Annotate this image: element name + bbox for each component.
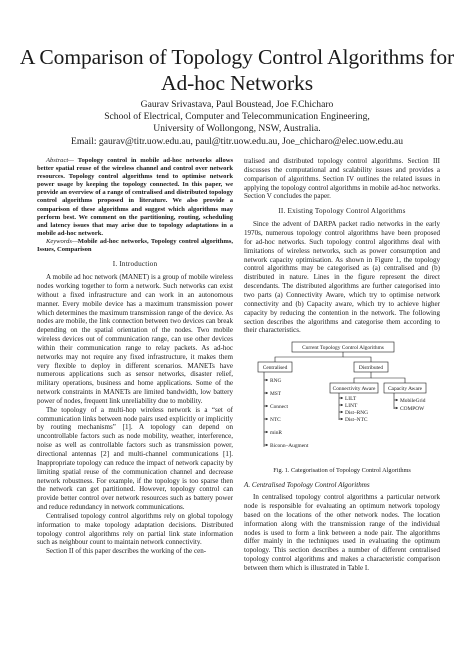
distributed-label: Distributed xyxy=(358,365,384,372)
centralised-arrow-head xyxy=(266,392,268,394)
section-heading-introduction: I. Introduction xyxy=(112,260,158,269)
taxonomy-diagram xyxy=(244,339,440,465)
centralised-arrow-head xyxy=(266,418,268,420)
centralised-arrow-head xyxy=(266,379,268,381)
connectivity-aware-label: Connectivity Aware xyxy=(332,386,376,393)
right-paragraph-1: tralised and distributed topology control algorithms. Section III discusses the computational and scalability issues and provides a comparison of algorithms. Section IV outlines the related issues in applying the topology control algorithms in mobile ad-hoc networks. Section V concludes the paper. xyxy=(244,157,440,201)
connectivity-item: Dist–NTC xyxy=(345,416,368,423)
abstract-text: Topology control in mobile ad-hoc networks allows better spatial reuse of the wireless channel and control over network resources. Topology control algorithms tend to optimise network power usage by keeping the topology connected. In this paper, we provide an overview of a range of centralised and distributed topology control algorithms proposed in literature. We also provide a comparison of these algorithms and suggest which algorithms may perform best. We comment on the partitioning, routing, scheduling and latency issues that may arise due to topology adaptations in a mobile ad-hoc network. xyxy=(37,157,233,237)
keywords-text: Mobile ad-hoc networks, Topology control algorithms, Issues, Comparison xyxy=(37,237,233,254)
connectivity-item: LILT xyxy=(345,395,357,402)
centralised-item: Connect xyxy=(270,403,288,410)
right-column xyxy=(244,157,440,573)
connector-distributed-capacity xyxy=(371,378,405,383)
abstract xyxy=(37,157,233,238)
section2-paragraph-1: Since the advent of DARPA packet radio networks in the early 1970s, numerous topology control algorithms have been proposed for ad-hoc networks. Such topology control algorithms deal with limitations of wireless networks, such as power consumption and network capacity optimisation. As shown in Figure 1, the topology control algorithms may be categorised as (a) centralised and (b) distributed in nature. Lines in the figure represent the direct descendants. The distributed algorithms are further categorised into two parts (a) Connectivity Aware, which try to optimise network connectivity and (b) Capacity aware, which try to achieve higher capacity by reducing the contention in the network. The following section describes the algorithms and categorise them according to their characteristics. xyxy=(244,220,440,335)
connectivity-arrow-head xyxy=(341,397,343,399)
title-line-1: A Comparison of Topology Control Algorithms for xyxy=(19,45,455,69)
connectivity-item: Dist–RNG xyxy=(345,409,369,416)
connectivity-arrow-head xyxy=(341,411,343,413)
figure-caption: Fig. 1. Categorisation of Topology Control Algorithms xyxy=(273,467,411,475)
intro-paragraph-4: Section II of this paper describes the working of the cen- xyxy=(46,547,207,556)
centralised-algorithm-list xyxy=(264,378,309,449)
centralised-item: Biconn–Augment xyxy=(270,442,309,449)
centralised-item: NTC xyxy=(270,416,281,423)
centralised-item: RNG xyxy=(270,377,282,384)
capacity-aware-label: Capacity Aware xyxy=(387,386,423,393)
connectivity-arrow-head xyxy=(341,404,343,406)
figure-1 xyxy=(244,339,440,465)
connector-root-centralised xyxy=(275,352,343,362)
email-line: Email: gaurav@titr.uow.edu.au, paul@titr.uow.edu.au, Joe_chicharo@elec.uow.edu.au xyxy=(70,135,404,147)
intro-paragraph-1: A mobile ad hoc network (MANET) is a group of mobile wireless nodes working together to form a network. Such networks can exist without a fixed infrastructure and can work in an autonomous manner. Every mobile device has a maximum transmission power which determines the maximum transmission range of the device. As nodes are mobile, the link connection between two devices can break depending on the spatial orientation of the nodes. Two mobile wireless devices out of communication range, can use other devices within their communication range to relay packets. As ad-hoc networks may not require any fixed infrastructure, it makes them very flexible to deploy in different scenarios. MANETs have numerous applications such as sensor networks, disaster relief, military operations, business and home applications. Some of the network constraints in MANETs are limited bandwidth, low battery power of nodes, frequent link unreliability due to mobility. xyxy=(37,273,233,405)
section-heading-existing-algorithms: II. Existing Topology Control Algorithms xyxy=(278,207,406,216)
centralised-arrow-head xyxy=(266,405,268,407)
capacity-algorithm-list xyxy=(394,398,426,412)
centralised-item: MST xyxy=(270,390,282,397)
capacity-arrow-head xyxy=(396,399,398,401)
title-line-2: Ad-hoc Networks xyxy=(161,71,313,95)
abstract-lead: Abstract— xyxy=(46,157,75,164)
centralised-arrow-head xyxy=(266,444,268,446)
capacity-arrow-head xyxy=(396,407,398,409)
connectivity-item: LINT xyxy=(345,402,358,409)
keywords xyxy=(37,238,233,254)
capacity-item: MobileGrid xyxy=(400,397,426,404)
root-label: Current Topology Control Algorithms xyxy=(302,345,384,352)
section2a-paragraph-1: In centralised topology control algorithms a particular network node is responsible for evaluating an optimum network topology based on the locations of the other network nodes. The location information along with the transmission range of the individual nodes is used to form a link between a node pair. The algorithms differ mainly in the techniques used in evaluating the optimum topology. This section describes a number of different centralised topology control algorithms and makes a characteristic comparison between them which is illustrated in Table I. xyxy=(244,493,440,572)
connector-distributed-connectivity xyxy=(354,372,371,383)
connector-root-distributed xyxy=(343,357,371,362)
paper-title xyxy=(0,44,474,96)
centralised-item: minR xyxy=(270,429,282,436)
affiliation-line-1: School of Electrical, Computer and Telecommunication Engineering, xyxy=(104,111,370,123)
keywords-lead: Keywords— xyxy=(46,237,78,245)
affiliation-line-2: University of Wollongong, NSW, Australia. xyxy=(153,123,321,135)
capacity-item: COMPOW xyxy=(400,405,425,412)
connectivity-arrow-head xyxy=(341,418,343,420)
centralised-label: Centralised xyxy=(262,365,288,372)
intro-paragraph-2: The topology of a multi-hop wireless network is a “set of communication links between node pairs used explicitly or implicitly by routing mechanisms” [1]. A topology can depend on uncontrollable factors such as node mobility, weather, interference, noise as well as controllable factors such as transmission power, directional antennas [2] and multi-channel communications [1]. Inappropriate topology can reduce the impact of network capacity by limiting spatial reuse of the communication channel and decrease network robustness. For example, if the topology is too sparse then the network can get partitioned. However, topology control can provide better control over network resources such as battery power and reduce redundancy in network communications. xyxy=(37,405,233,512)
connectivity-algorithm-list xyxy=(339,396,368,423)
authors: Gaurav Srivastava, Paul Boustead, Joe F.Chicharo xyxy=(140,99,334,110)
author-block xyxy=(0,99,474,148)
left-column xyxy=(37,157,233,556)
subsection-heading-centralised: A. Centralised Topology Control Algorithms xyxy=(244,481,370,490)
centralised-arrow-head xyxy=(266,431,268,433)
intro-paragraph-3: Centralised topology control algorithms rely on global topology information to make topology adaptation decisions. Distributed topology control algorithms rely on partial link state information such as neighbour count to maintain network connectivity. xyxy=(37,511,233,547)
